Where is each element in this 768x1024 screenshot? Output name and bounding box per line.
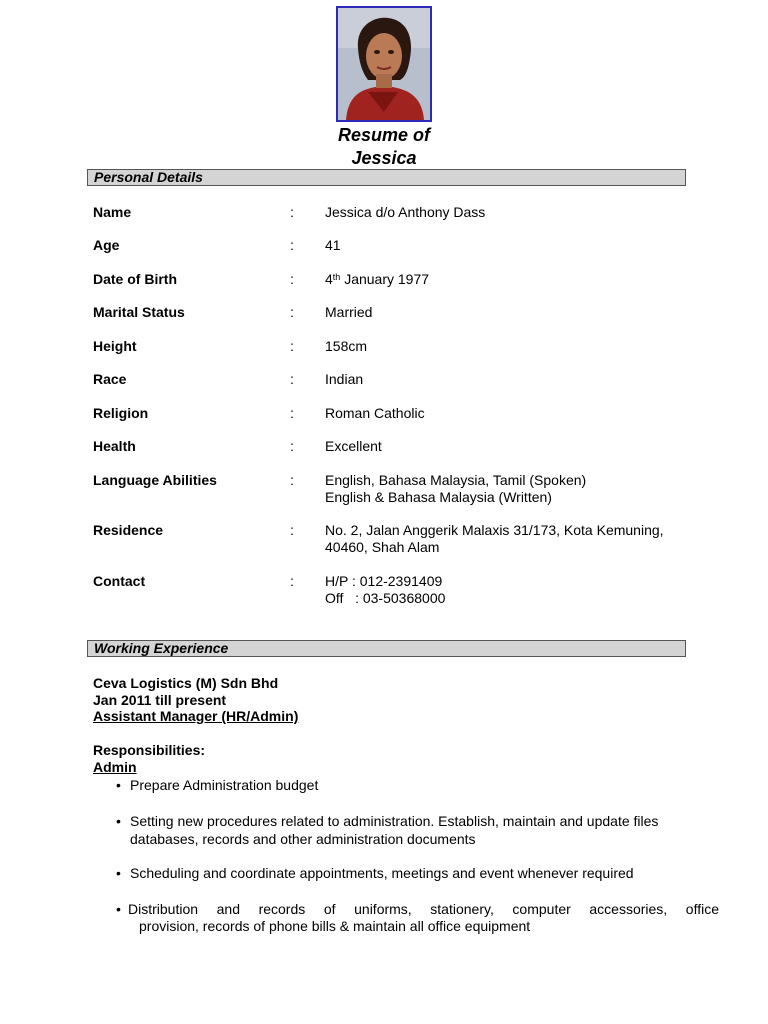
label-race: Race — [93, 371, 127, 387]
label-contact: Contact — [93, 573, 146, 589]
section-header-experience — [87, 640, 686, 657]
value-age: 41 — [325, 237, 341, 253]
value-residence-line2: 40460, Shah Alam — [325, 539, 440, 555]
bullet-icon: • — [116, 813, 121, 829]
colon: : — [290, 204, 294, 220]
dob-day: 4 — [325, 271, 333, 287]
colon: : — [290, 371, 294, 387]
value-language-spoken: English, Bahasa Malaysia, Tamil (Spoken) — [325, 472, 587, 488]
job-title: Assistant Manager (HR/Admin) — [93, 708, 299, 724]
colon: : — [290, 237, 294, 253]
section-title: Personal Details — [94, 169, 203, 185]
colon: : — [290, 472, 294, 488]
bullet-icon: • — [116, 777, 121, 793]
profile-photo — [336, 6, 432, 122]
company-name: Ceva Logistics (M) Sdn Bhd — [93, 675, 279, 691]
value-height: 158cm — [325, 338, 368, 354]
colon: : — [290, 271, 294, 287]
bullet-text: Scheduling and coordinate appointments, meetings and event whenever required — [130, 865, 634, 881]
employment-period: Jan 2011 till present — [93, 692, 227, 708]
resume-title-line1: Resume of — [337, 125, 431, 145]
bullet-icon: • — [116, 901, 121, 917]
label-marital-status: Marital Status — [93, 304, 185, 320]
colon: : — [290, 338, 294, 354]
value-health: Excellent — [325, 438, 382, 454]
value-race: Indian — [325, 371, 364, 387]
value-contact-hp: H/P : 012-2391409 — [325, 573, 443, 589]
bullet-text: Distribution and records of uniforms, stationery, computer accessories, office — [128, 901, 719, 917]
value-residence-line1: No. 2, Jalan Anggerik Malaxis 31/173, Kota Kemuning, — [325, 522, 664, 538]
section-header-personal — [87, 169, 686, 186]
colon: : — [290, 304, 294, 320]
label-dob: Date of Birth — [93, 271, 177, 287]
bullet-text-continued: databases, records and other administration documents — [130, 831, 476, 847]
value-name: Jessica d/o Anthony Dass — [325, 204, 486, 220]
value-contact-office: Off : 03-50368000 — [325, 590, 446, 606]
responsibilities-heading: Responsibilities: — [93, 742, 206, 758]
colon: : — [290, 573, 294, 589]
bullet-text: Setting new procedures related to administration. Establish, maintain and update files — [130, 813, 659, 829]
value-language-written: English & Bahasa Malaysia (Written) — [325, 489, 552, 505]
value-marital-status: Married — [325, 304, 373, 320]
colon: : — [290, 438, 294, 454]
label-language-abilities: Language Abilities — [93, 472, 217, 488]
label-residence: Residence — [93, 522, 164, 538]
section-title: Working Experience — [94, 640, 229, 656]
colon: : — [290, 522, 294, 538]
dob-suffix: th — [332, 272, 341, 282]
bullet-text: Prepare Administration budget — [130, 777, 319, 793]
bullet-icon: • — [116, 865, 121, 881]
label-health: Health — [93, 438, 136, 454]
colon: : — [290, 405, 294, 421]
bullet-text-continued: provision, records of phone bills & maintain all office equipment — [139, 918, 531, 934]
label-height: Height — [93, 338, 137, 354]
value-dob — [325, 271, 429, 288]
label-age: Age — [93, 237, 120, 253]
label-name: Name — [93, 204, 132, 220]
value-religion: Roman Catholic — [325, 405, 425, 421]
resume-title-line2: Jessica — [351, 148, 417, 168]
subsection-admin: Admin — [93, 759, 137, 775]
portrait-image — [338, 8, 430, 120]
label-religion: Religion — [93, 405, 149, 421]
dob-rest: January 1977 — [340, 271, 430, 287]
